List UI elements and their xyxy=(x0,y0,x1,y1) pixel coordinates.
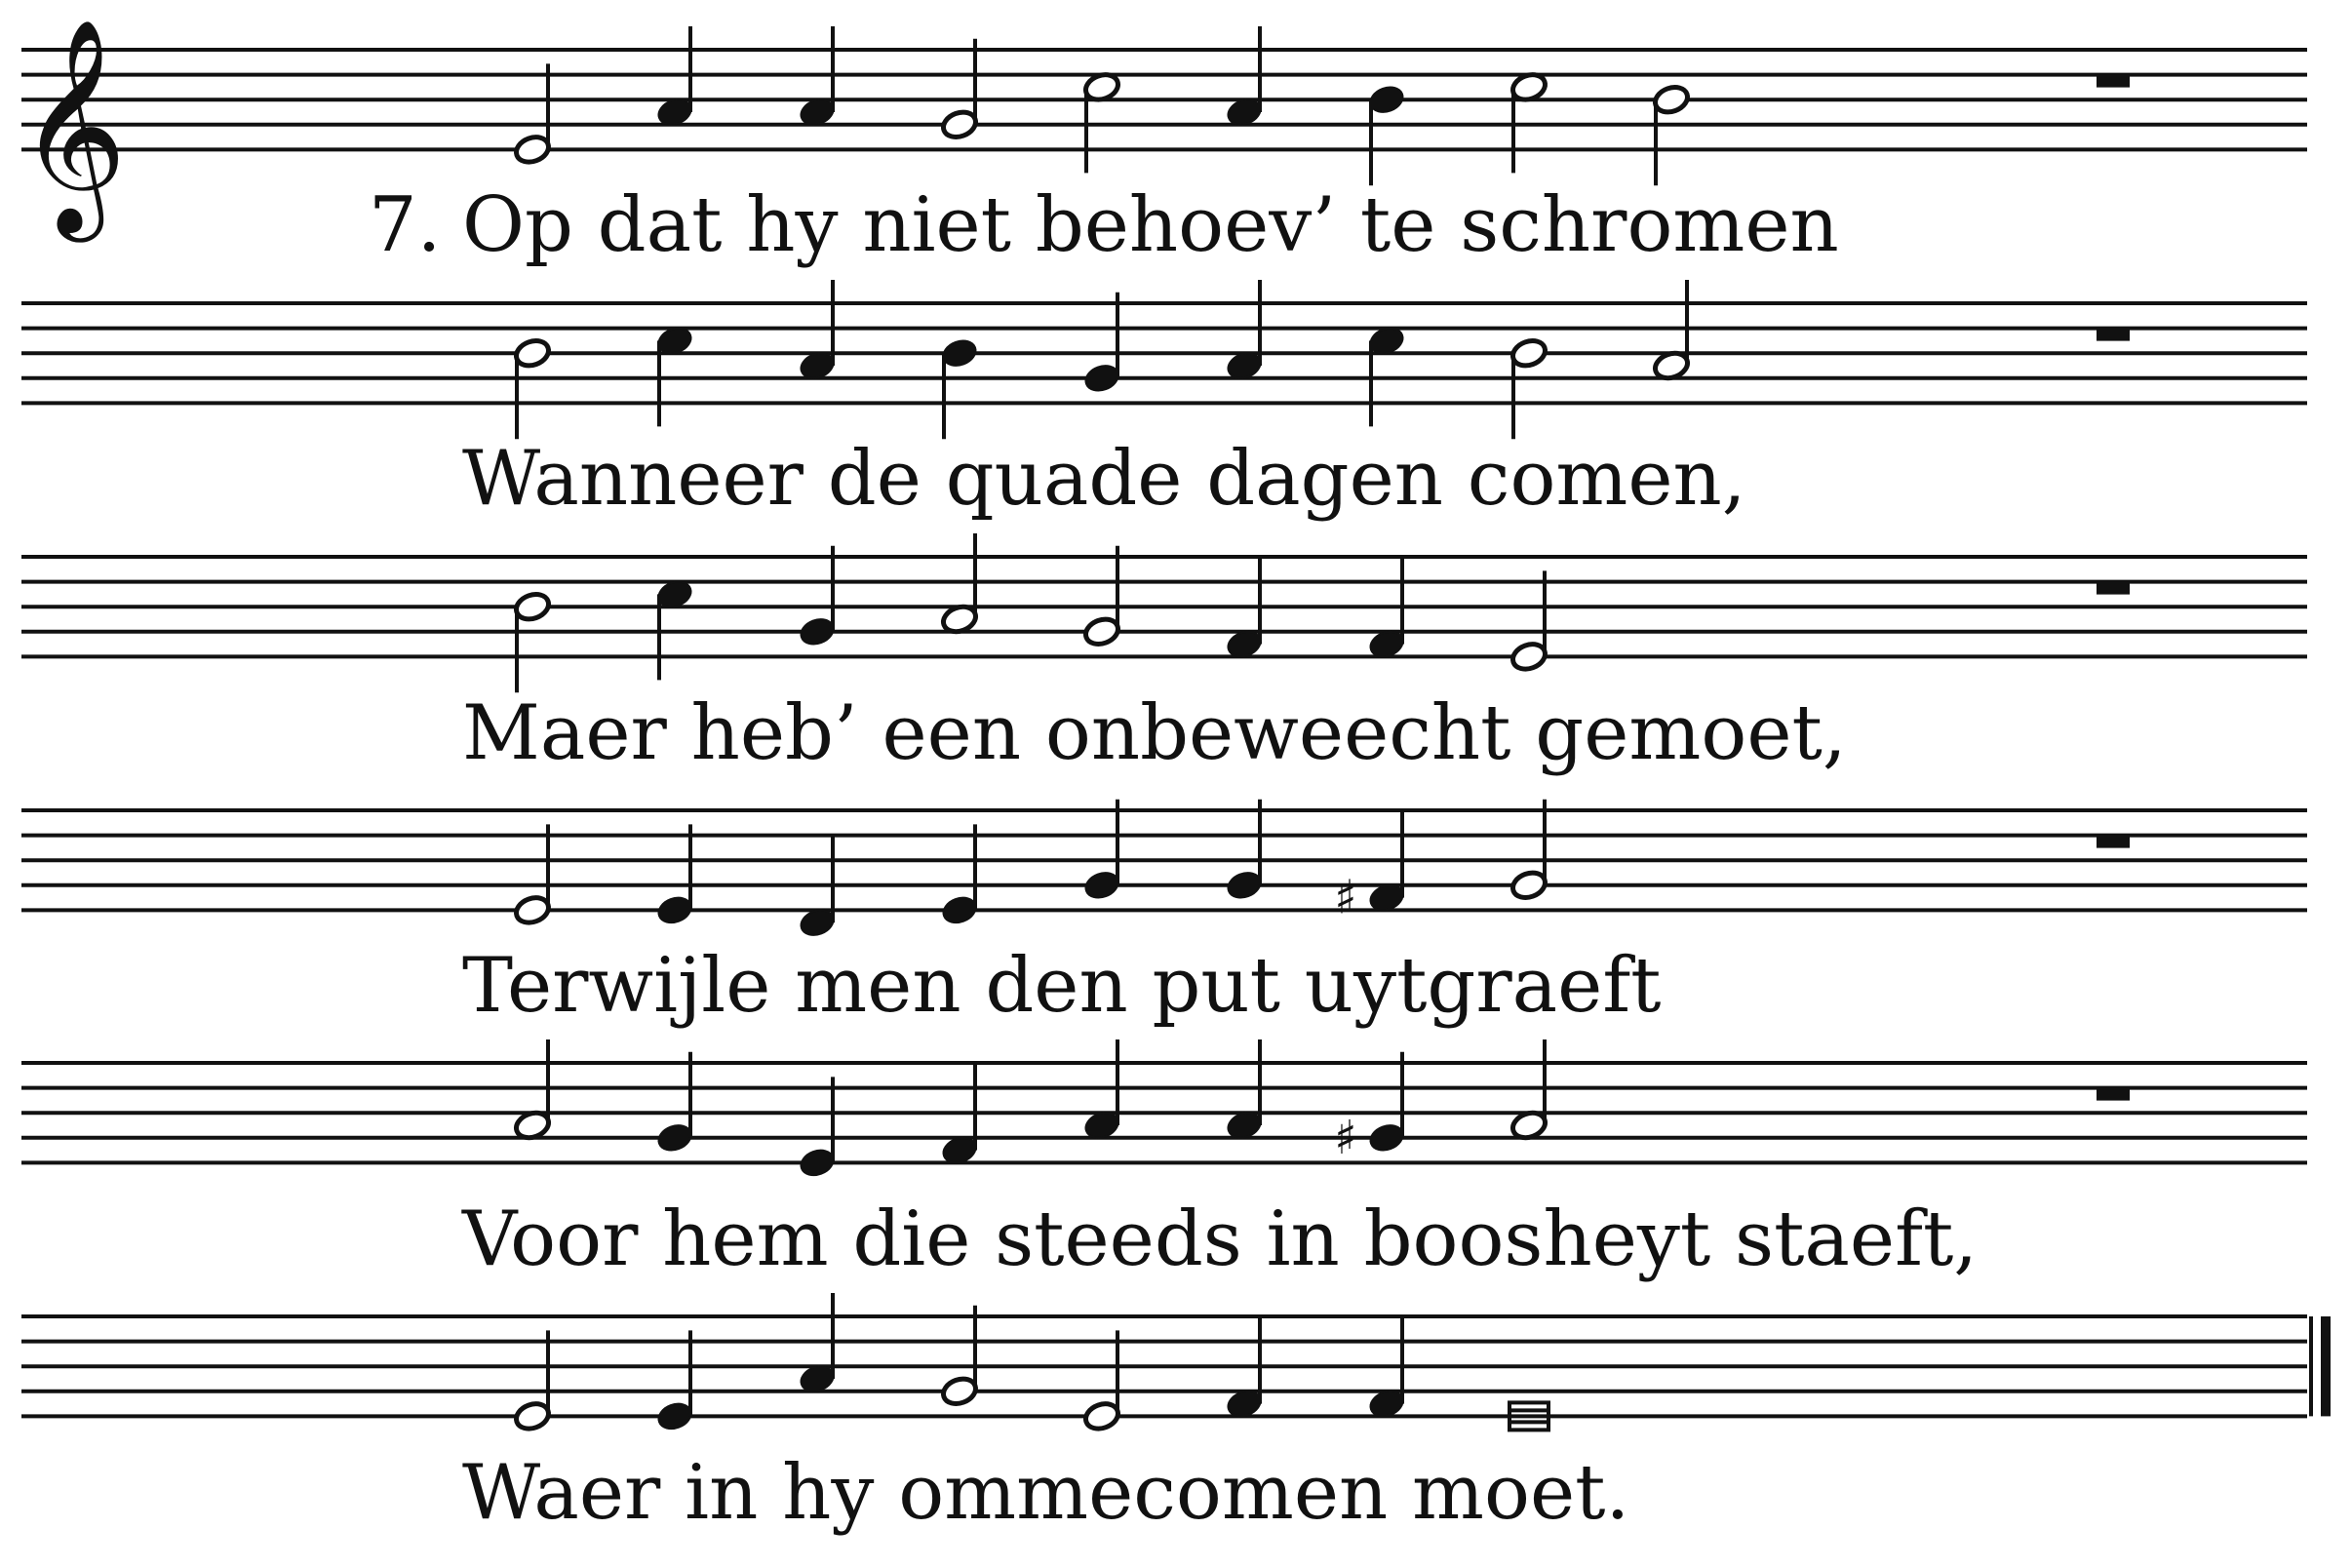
final-barline-thick xyxy=(2321,1316,2331,1416)
lyric-line-4: Terwijle men den put uytgraeft xyxy=(462,942,1662,1030)
lyric-line-3: Maer heb’ een onbeweecht gemoet, xyxy=(462,689,1847,777)
lyric-line-2: Wanneer de quade dagen comen, xyxy=(462,435,1746,523)
lyric-line-6: Waer in hy ommecomen moet. xyxy=(462,1449,1630,1537)
rest-icon xyxy=(2097,836,2130,848)
sharp-accidental-icon: ♯ xyxy=(1334,870,1357,925)
rest-icon xyxy=(2097,1088,2130,1101)
sharp-accidental-icon: ♯ xyxy=(1334,1110,1357,1165)
verse-number: 7. xyxy=(369,181,442,269)
lyric-line-5: Voor hem die steeds in boosheyt staeft, xyxy=(462,1196,1979,1283)
rest-icon xyxy=(2097,329,2130,341)
rest-icon xyxy=(2097,75,2130,88)
lyric-line-1: Op dat hy niet behoev’ te schromen xyxy=(462,181,1839,269)
rest-icon xyxy=(2097,582,2130,595)
treble-clef-icon: 𝄞 xyxy=(18,17,128,233)
